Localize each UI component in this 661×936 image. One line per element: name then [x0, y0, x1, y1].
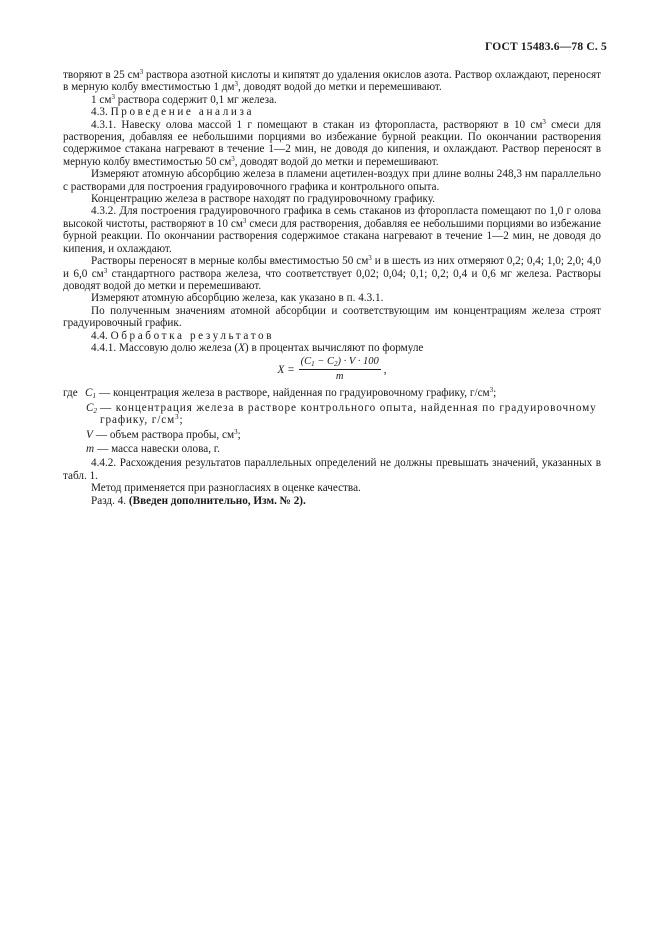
definition-c2: $C_2$ — концентрация железа в растворе контрольного опыта, найденная по градуировочному графику, $г/см^3$; [86, 401, 597, 427]
definition-c1: где $C_1$ — концентрация железа в растворе, найденная по градуировочному графику, $г/см^3$; [63, 386, 497, 401]
definition-v: V — объем раствора пробы, $см^3$; [86, 427, 241, 441]
section-heading-4-3: 4.3. Проведение анализа [91, 106, 255, 119]
formula-fraction [299, 356, 381, 383]
paragraph-continuation: творяют в 25 $см^3$ раствора азотной кислоты и кипятят до удаления окислов азота. Раствор охлаждают, переносят в мерную колбу вместимостью 1 $дм^3$, доводят водой до метки и перемешивают. [63, 68, 602, 94]
definition-m: m — масса навески олова, г. [86, 442, 220, 455]
paragraph-iron-content: 1 $см^3$ раствора содержит 0,1 мг железа. [91, 92, 277, 106]
paragraph-measure-absorption: Измеряют атомную абсорбцию железа в пламени ацетилен-воздух при длине волны 248,3 нм параллельно с растворами для построения градуировочного графика и контрольного опыта. [63, 168, 601, 193]
paragraph-4-4-2: 4.4.2. Расхождения результатов параллельных определений не должны превышать значений, указанных в табл. 1. [63, 457, 601, 482]
paragraph-measure-again: Измеряют атомную абсорбцию железа, как указано в п. 4.3.1. [91, 292, 384, 305]
paragraph-amendment: Разд. 4. (Введен дополнительно, Изм. № 2). [91, 494, 306, 507]
running-header: ГОСТ 15483.6—78 С. 5 [484, 41, 607, 53]
paragraph-4-3-1: 4.3.1. Навеску олова массой 1 г помещают в стакан из фторопласта, растворяют в 10 $см^3$ смеси для растворения, добавляя ее небольшими порциями во избежание бурной реакции. По окончании растворения содержимое стакана нагревают в течение 1—2 мин, не доводя до кипения, и охлаждают. Раствор переносят в мерную колбу вместимостью 50 $см^3$, доводят водой до метки и перемешивают. [63, 117, 602, 168]
paragraph-4-3-2: 4.3.2. Для построения градуировочного графика в семь стаканов из фторопласта помещают по 1,0 г олова высокой чистоты, растворяют в 10 $см^3$ смеси для растворения, добавляя ее небольшими порциями во избежание бурной реакции. По окончании растворения содержимое стакана нагревают в течение 1—2 мин, не доводя до кипения, и охлаждают. [63, 205, 601, 255]
paragraph-build-graph: По полученным значениям атомной абсорбции и соответствующим им концентрациям железа строят градуировочный график. [63, 304, 601, 330]
variable-definitions [63, 387, 601, 455]
paragraph-method: Метод применяется при разногласиях в оценке качества. [91, 482, 361, 495]
formula-comma: , [383, 363, 387, 376]
section-heading-4-4: 4.4. Обработка результатов [91, 329, 275, 342]
document-body [63, 69, 601, 507]
formula-denominator: m [335, 371, 344, 383]
mass-fraction-formula [63, 356, 601, 383]
formula-numerator: $(C_1 - C_2) \cdot V \cdot 100$ [300, 356, 379, 369]
paragraph-4-4-1: 4.4.1. Массовую долю железа (X) в процентах вычисляют по формуле [91, 341, 424, 354]
paragraph-solutions: Растворы переносят в мерные колбы вместимостью 50 $см^3$ и в шесть из них отмеряют 0,2; 0,4; 1,0; 2,0; 4,0 и 6,0 $см^3$ стандартного раствора железа, что соответствует 0,02; 0,04; 0,1; 0,2; 0,4 и 0,6 мг железа. Растворы доводят водой до метки и перемешивают. [63, 254, 601, 292]
formula-lhs: X = [277, 363, 295, 376]
paragraph-concentration: Концентрацию железа в растворе находят по градуировочному графику. [91, 193, 436, 206]
